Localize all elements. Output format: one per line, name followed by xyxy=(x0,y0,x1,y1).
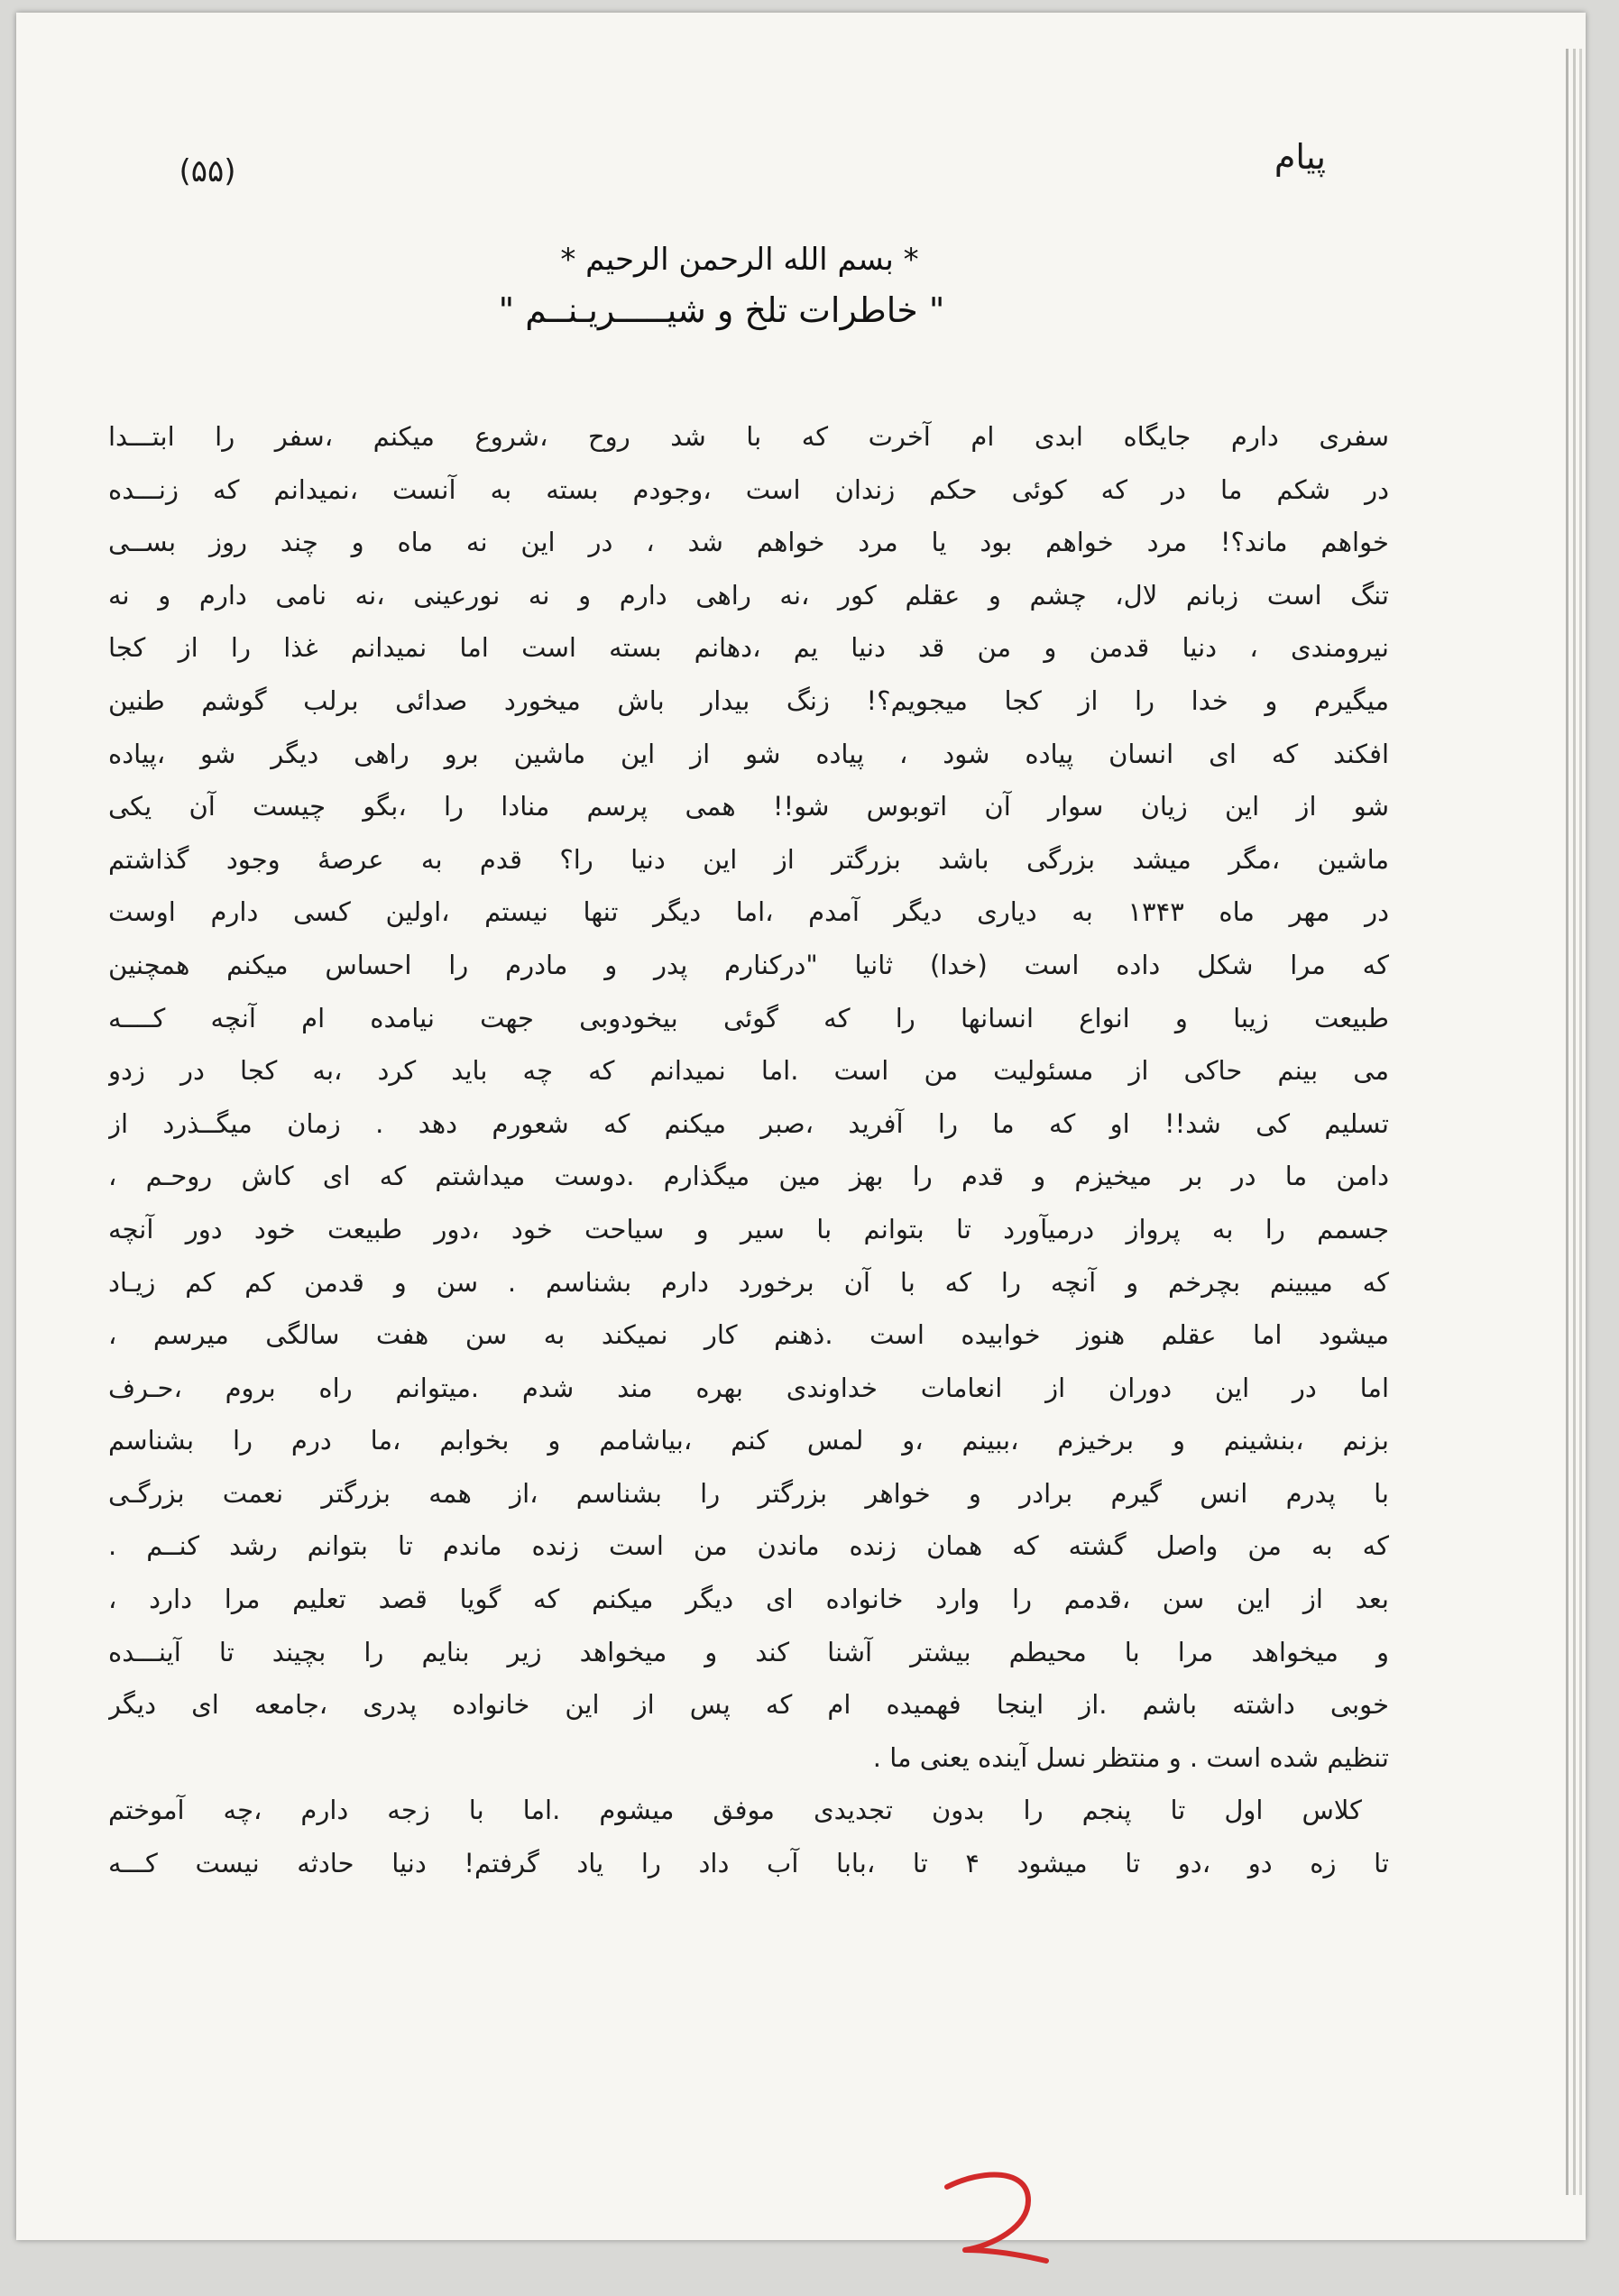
text-line: در مهر ماه ۱۳۴۳ به دیاری دیگر آمدم ،اما دیگر تنها نیستم ،اولین کسی دارم اوست xyxy=(108,896,1389,928)
text-line: می بینم حاکی از مسئولیت من است .اما نمیدانم که چه باید کرد ،به کجا در زدو xyxy=(108,1055,1389,1087)
text-line: که مرا شکل داده است (خدا) ثانیا "درکنارم پدر و مادرم را احساس میکنم همچنین xyxy=(108,949,1389,980)
text-line: میشود اما عقلم هنوز خوابیده است .ذهنم کار نمیکند به سن هفت سالگی میرسم ، xyxy=(108,1319,1389,1351)
text-line: سفری دارم جایگاه ابدی ام آخرت که با شد روح ،شروع میکنم ،سفر را ابتـــدا xyxy=(108,421,1389,452)
text-line: با پدرم انس گیرم برادر و خواهر بزرگتر را بشناسم ،از همه بزرگتر نعمت بزرگـی xyxy=(108,1477,1389,1509)
text-line: تا زه دو ،دو تا میشود ۴ تا ،بابا آب داد را یاد گرفتم! دنیا حادثه نیست کـــه xyxy=(108,1848,1389,1879)
text-line: در شکم ما در که کوئی حکم زندان است ،وجودم بسته به آنست ،نمیدانم که زنـــده xyxy=(108,473,1389,505)
text-line: میگیرم و خدا را از کجا میجویم؟! زنگ بیدار باش میخورد صدائی برلب گوشم طنین xyxy=(108,684,1389,716)
handwritten-mark-stroke xyxy=(947,2174,1046,2261)
page-edge-line xyxy=(1573,49,1576,2195)
body-text xyxy=(108,410,1389,1890)
text-line: و میخواهد مرا با محیطم بیشتر آشنا کند و میخواهد زیر بنایم را بچیند تا آینـــده xyxy=(108,1636,1389,1667)
text-line: تنظیم شده است . و منتظر نسل آینده یعنی ما . xyxy=(872,1741,1389,1773)
text-line: اما در این دوران از انعامات خداوندی بهره مند شدم .میتوانم راه بروم ،حـرف xyxy=(108,1372,1389,1403)
text-line: بعد از این سن ،قدمم را وارد خانواده ای دیگر میکنم که گویا قصد تعلیم مرا دارد ، xyxy=(108,1584,1389,1615)
text-line: نیرومندی ، دنیا قدمن و من قد دنیا یم ،دهانم بسته است اما نمیدانم غذا را از کجا xyxy=(108,632,1389,664)
document-title: " خاطرات تلخ و شیـــــریـنــم " xyxy=(498,290,945,330)
text-line: جسمم را به پرواز درمیآورد تا بتوانم با سیر و سیاحت خود ،دور طبیعت خود دور آنچه xyxy=(108,1213,1389,1244)
text-line: بزنم ،بنشینم و برخیزم ،ببینم ،و لمس کنم ،بیاشامم و بخوابم ،ما درم را بشناسم xyxy=(108,1425,1389,1456)
page-edge-line xyxy=(1566,49,1568,2195)
page-edge-line xyxy=(1579,49,1582,2195)
page-number: (۵۵) xyxy=(179,153,236,189)
text-line: کلاس اول تا پنجم را بدون تجدیدی موفق میشوم .اما با زجه دارم ،چه آموختم xyxy=(108,1795,1362,1826)
text-line: ماشین ،مگر میشد بزرگی باشد بزرگتر از این دنیا را؟ قدم به عرصهٔ وجود گذاشتم xyxy=(108,843,1389,875)
text-line: خواهم ماند؟! مرد خواهم بود یا مرد خواهم شد ، در این نه ماه و چند روز بســی xyxy=(108,527,1389,558)
text-line: شو از این زیان سوار آن اتوبوس شو!! همی پرسم منادا را ،بگو چیست آن یکی xyxy=(108,791,1389,822)
text-line: تنگ است زبانم لال، چشم و عقلم کور ،نه راهی دارم و نه نورعینی ،نه نامی دارم و نه xyxy=(108,579,1389,611)
text-line: خوبی داشته باشم .از اینجا فهمیده ام که پس از این خانواده پدری ،جامعه ای دیگر xyxy=(108,1689,1389,1721)
text-line: که میبینم بچرخم و آنچه را که با آن برخورد دارم بشناسم . سن و قدمن کم کم زیـاد xyxy=(108,1266,1389,1298)
text-line: طبیعت زیبا و انواع انسانها را که گوئی بیخودوبی جهت نیامده ام آنچه کــــه xyxy=(108,1002,1389,1033)
basmala-heading: * بسم الله الرحمن الرحیم * xyxy=(560,242,919,278)
handwritten-page-mark xyxy=(929,2160,1055,2268)
header-title: پیام xyxy=(1274,137,1326,177)
text-line: که به من واصل گشته که همان زنده ماندن من است زنده ماندم تا بتوانم رشد کنــم . xyxy=(108,1530,1389,1562)
text-line: تسلیم کی شد!! او که ما را آفرید ،صبر میکنم که شعورم دهد . زمان میگــذرد از xyxy=(108,1107,1389,1139)
text-line: افکند که ای انسان پیاده شود ، پیاده شو از این ماشین برو راهی دیگر شو ،پیاده xyxy=(108,738,1389,769)
text-line: دامن ما در بر میخیزم و قدم را بهز مین میگذارم .دوست میداشتم که ای کاش روحـم ، xyxy=(108,1161,1389,1192)
